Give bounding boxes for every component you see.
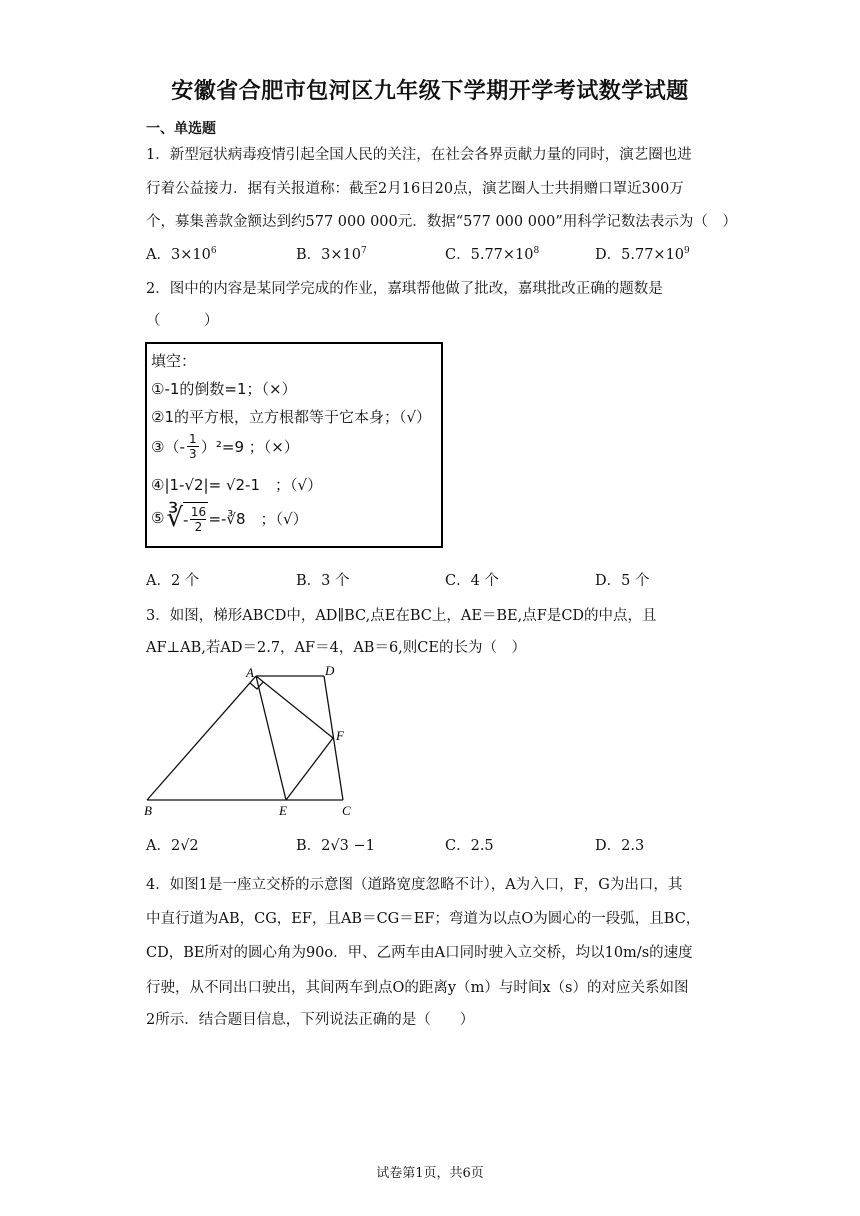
q1-line-2: 行着公益接力．据有关报道称：截至2月16日20点，演艺圈人士共捐赠口罩近300万 [146, 181, 684, 197]
q2-option-a: A．2 个 [146, 573, 200, 589]
q3-option-b: B．2√3 −1 [296, 838, 375, 854]
segment-af [256, 676, 333, 738]
point-a-label: A [246, 665, 254, 680]
q2-line-2: （ ） [146, 313, 219, 329]
q1-option-b: B．$3\times 10^7$ [296, 246, 367, 263]
q4-line-2: 中直行道为AB，CG，EF，且AB＝CG＝EF；弯道为以点O为圆心的一段弧，且BC， [146, 911, 701, 927]
point-f-label: F [336, 728, 344, 743]
root-sign-icon: ∛ [166, 503, 184, 533]
homework-image [145, 342, 443, 548]
homework-item-1: ①-1的倒数=1；（×） [151, 380, 297, 398]
point-e-label: E [279, 803, 287, 818]
q1-option-a: A．$3\times 10^6$ [146, 246, 217, 263]
point-d-label: D [325, 663, 335, 678]
segment-ab [147, 676, 256, 800]
q2-option-d: D．5 个 [595, 573, 650, 589]
q1-line-3: 个，募集善款金额达到约577 000 000元．数据“577 000 000”用科学记数法表示为（ ） [146, 214, 737, 230]
q2-option-b: B．3 个 [296, 573, 350, 589]
q2-option-c: C．4 个 [445, 573, 499, 589]
q3-line-1: 3．如图，梯形ABCD中，AD∥BC,点E在BC上，AE＝BE,点F是CD的中点，且 [146, 608, 657, 624]
q3-option-a: A．2√2 [146, 838, 199, 854]
point-b-label: B [144, 803, 152, 818]
page-footer: 试卷第1页，共6页 [376, 1166, 484, 1181]
q4-line-4: 行驶，从不同出口驶出，其间两车到点O的距离y（m）与时间x（s）的对应关系如图 [146, 980, 689, 996]
homework-item-5: ⑤ ∛ - 16 2 =-∛8 ；（√） [151, 503, 308, 534]
right-angle-mark [250, 682, 263, 689]
homework-item-3: ③（- 1 3 ）²=9 ；（×） [151, 432, 299, 461]
trapezoid-figure [140, 660, 360, 820]
page-title: 安徽省合肥市包河区九年级下学期开学考试数学试题 [171, 79, 689, 104]
homework-title: 填空： [151, 352, 197, 370]
homework-item-2: ②1的平方根，立方根都等于它本身；（√） [151, 408, 432, 426]
fraction-sixteen-halves: 16 2 [190, 505, 207, 534]
q4-line-3: CD，BE所对的圆心角为90o．甲、乙两车由A口同时驶入立交桥，均以10m/s的速度 [146, 945, 693, 961]
q4-line-1: 4．如图1是一座立交桥的示意图（道路宽度忽略不计），A为入口，F，G为出口，其 [146, 877, 683, 893]
q3-option-d: D．2.3 [595, 838, 645, 854]
fraction-one-third: 1 3 [187, 432, 199, 461]
q4-line-5: 2所示．结合题目信息，下列说法正确的是（ ） [146, 1012, 475, 1028]
point-c-label: C [342, 803, 351, 818]
q1-option-c: C．$5.77\times 10^8$ [445, 246, 540, 263]
q1-line-1: 1．新型冠状病毒疫情引起全国人民的关注，在社会各界贡献力量的同时，演艺圈也进 [146, 147, 692, 163]
section-heading: 一、单选题 [146, 121, 216, 137]
q3-line-2: AF⊥AB,若AD＝2.7，AF＝4，AB＝6,则CE的长为（ ） [146, 640, 526, 656]
homework-item-4: ④|1-√2|= √2-1 ；（√） [151, 476, 323, 494]
q2-line-1: 2．图中的内容是某同学完成的作业，嘉琪帮他做了批改，嘉琪批改正确的题数是 [146, 281, 663, 297]
segment-ae [256, 676, 286, 800]
q3-option-c: C．2.5 [445, 838, 494, 854]
q1-option-d: D．$5.77\times 10^9$ [595, 246, 690, 263]
segment-ef [286, 738, 333, 800]
